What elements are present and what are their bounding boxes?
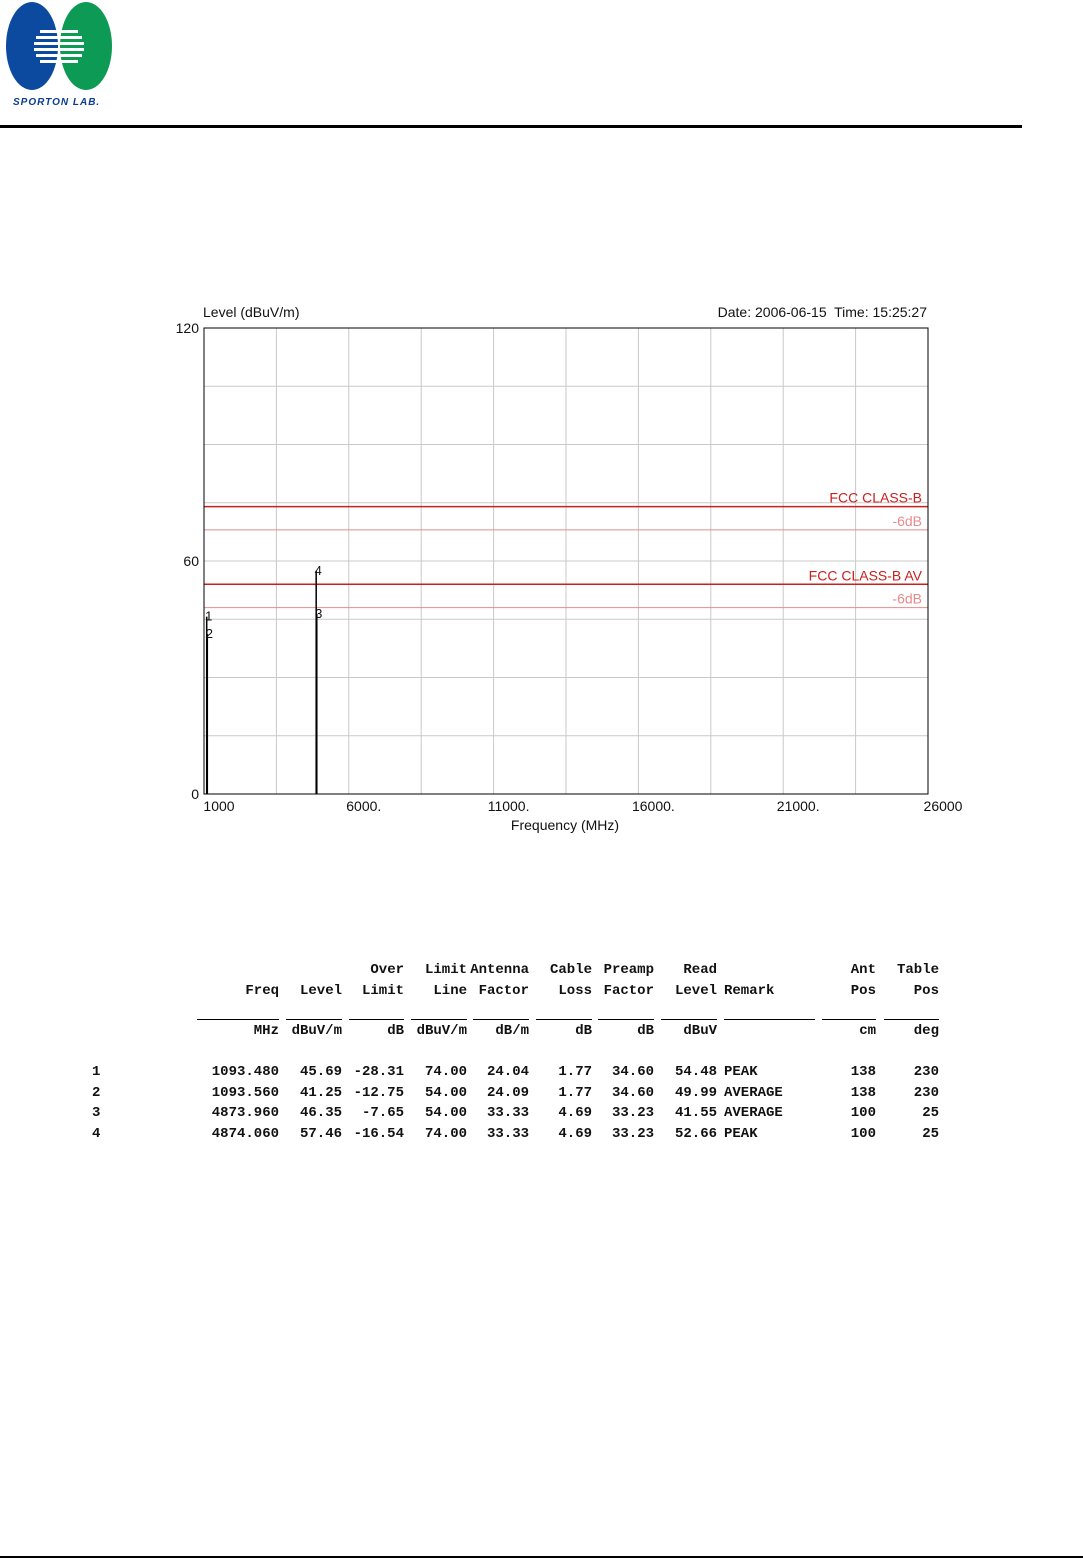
table-header-top: Preamp [603, 962, 654, 978]
sporton-logo [4, 0, 114, 112]
limit-line-label: FCC CLASS-B AV [808, 567, 922, 584]
x-axis-label: Frequency (MHz) [510, 817, 620, 833]
table-cell: 33.33 [486, 1125, 529, 1142]
table-cell: 138 [850, 1064, 876, 1080]
spike-marker-label: 3 [315, 606, 323, 622]
table-header: Line [433, 983, 467, 999]
header-underline [197, 1019, 279, 1020]
header-underline [822, 1019, 876, 1020]
limit-line-label: -6dB [892, 590, 922, 607]
date-time-label: Date: 2006-06-15 Time: 15:25:27 [717, 304, 927, 320]
table-unit: dB/m [495, 1023, 529, 1039]
table-header-top: Read [683, 962, 717, 978]
spike-marker-label: 2 [205, 625, 213, 641]
y-tick-label: 0 [191, 786, 199, 802]
table-row-id: 4 [92, 1125, 101, 1142]
table-cell: 54.48 [674, 1064, 717, 1080]
table-cell: -12.75 [353, 1084, 404, 1101]
table-cell: 24.09 [486, 1084, 529, 1101]
header-underline [411, 1019, 467, 1020]
table-cell: PEAK [724, 1064, 758, 1080]
table-header: Level [674, 983, 717, 999]
emission-marks [205, 563, 322, 794]
y-axis-label: Level (dBuV/m) [203, 304, 300, 320]
table-unit: cm [859, 1023, 876, 1039]
table-cell: 25 [922, 1125, 939, 1142]
table-unit: dB [387, 1023, 404, 1039]
table-cell: 41.55 [674, 1105, 717, 1121]
table-cell: 54.00 [424, 1105, 467, 1121]
table-header: Remark [724, 983, 775, 999]
measurement-table [0, 958, 1083, 1158]
limit-line-label: -6dB [892, 512, 922, 529]
table-cell: 4873.960 [211, 1105, 279, 1121]
table-cell: 49.99 [674, 1084, 717, 1101]
table-cell: 46.35 [299, 1105, 342, 1121]
header-rule [0, 125, 1022, 128]
table-header: Factor [603, 983, 654, 999]
limit-line-label: FCC CLASS-B [829, 489, 922, 506]
table-header-top: Over [370, 962, 404, 978]
table-cell: 25 [922, 1105, 939, 1121]
table-header-top: Ant [850, 962, 876, 978]
logo-green-oval [60, 2, 112, 90]
table-header: Level [299, 983, 342, 999]
table-cell: 1.77 [558, 1064, 592, 1080]
table-cell: 24.04 [486, 1064, 529, 1080]
table-cell: 34.60 [611, 1064, 654, 1080]
header-underline [286, 1019, 342, 1020]
spike-marker-label: 1 [205, 608, 213, 624]
table-cell: 57.46 [299, 1125, 342, 1142]
y-tick-label: 120 [175, 320, 199, 336]
table-cell: 100 [850, 1105, 876, 1121]
table-cell: 52.66 [674, 1125, 717, 1142]
table-unit: dB [637, 1023, 654, 1039]
header-underline [349, 1019, 404, 1020]
table-unit: MHz [253, 1023, 279, 1039]
table-cell: 1093.480 [211, 1064, 279, 1080]
table-cell: AVERAGE [724, 1084, 783, 1101]
emission-chart [150, 295, 963, 855]
table-cell: 230 [913, 1064, 939, 1080]
table-cell: 54.00 [424, 1084, 467, 1101]
table-cell: 100 [850, 1125, 876, 1142]
table-unit: dBuV [683, 1023, 717, 1039]
spike-marker-label: 4 [314, 562, 322, 578]
table-header-top: Antenna [470, 962, 529, 978]
table-row-id: 3 [92, 1105, 101, 1121]
x-tick-label: 21000. [776, 798, 820, 814]
header-underline [598, 1019, 654, 1020]
table-header-top: Table [896, 962, 939, 978]
table-row-id: 1 [92, 1064, 101, 1080]
table-cell: PEAK [724, 1125, 758, 1142]
table-cell: -28.31 [353, 1064, 404, 1080]
table-cell: 41.25 [299, 1084, 342, 1101]
logo-text: SPORTON LAB. [13, 97, 101, 108]
header-underline [724, 1019, 815, 1020]
table-header: Loss [558, 983, 592, 999]
table-cell: 45.69 [299, 1064, 342, 1080]
table-row-id: 2 [92, 1084, 101, 1101]
x-tick-label: 6000. [346, 798, 382, 814]
table-cell: -7.65 [361, 1105, 404, 1121]
logo-blue-oval [6, 2, 58, 90]
table-cell: 230 [913, 1084, 939, 1101]
table-header: Freq [245, 983, 279, 999]
table-cell: 33.23 [611, 1105, 654, 1121]
x-tick-label: 11000. [487, 798, 530, 814]
table-unit: dB [575, 1023, 592, 1039]
header-underline [884, 1019, 939, 1020]
table-header: Limit [361, 983, 404, 999]
table-unit: dBuV/m [416, 1023, 467, 1039]
table-cell: -16.54 [353, 1125, 404, 1142]
table-cell: AVERAGE [724, 1105, 783, 1121]
table-header-top: Limit [424, 962, 467, 978]
table-header: Factor [478, 983, 529, 999]
table-cell: 33.33 [486, 1105, 529, 1121]
header-underline [536, 1019, 592, 1020]
header-underline [661, 1019, 717, 1020]
table-cell: 138 [850, 1084, 876, 1101]
table-cell: 34.60 [611, 1084, 654, 1101]
footer-rule [0, 1556, 1083, 1558]
table-header: Pos [850, 983, 876, 999]
table-cell: 74.00 [424, 1064, 467, 1080]
x-tick-label: 1000 [203, 798, 235, 814]
header-underline [473, 1019, 529, 1020]
table-header: Pos [913, 983, 939, 999]
table-cell: 1.77 [558, 1084, 592, 1101]
table-cell: 4.69 [558, 1105, 592, 1121]
table-unit: dBuV/m [291, 1023, 342, 1039]
table-header-top: Cable [549, 962, 592, 978]
table-cell: 1093.560 [211, 1084, 279, 1101]
table-cell: 33.23 [611, 1125, 654, 1142]
x-tick-label: 16000. [631, 798, 675, 814]
table-unit: deg [913, 1023, 939, 1039]
table-cell: 4874.060 [211, 1125, 279, 1142]
table-cell: 4.69 [558, 1125, 592, 1142]
x-tick-label: 26000 [923, 798, 963, 814]
y-tick-label: 60 [183, 553, 199, 569]
chart-grid [204, 328, 928, 794]
table-cell: 74.00 [424, 1125, 467, 1142]
